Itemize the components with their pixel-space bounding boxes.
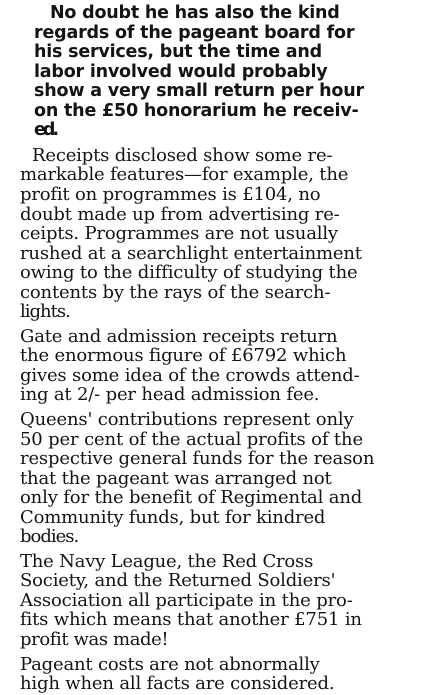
text-line: Association all participate in the pro- xyxy=(20,589,353,611)
text-line: rushed at a searchlight entertainment xyxy=(20,242,362,264)
text-line: ing at 2/- per head admission fee. xyxy=(20,384,320,406)
text-line: contents by the rays of the search- xyxy=(20,281,331,303)
text-line: show a very small return per hour xyxy=(34,81,364,102)
text-line: that the pageant was arranged not xyxy=(20,467,332,489)
text-line: profit on programmes is £104, no xyxy=(20,183,321,205)
text-line: only for the benefit of Regimental and xyxy=(20,487,363,509)
text-line: Community funds, but for kindred xyxy=(20,506,326,528)
text-line: doubt made up from advertising re- xyxy=(20,203,340,225)
text-line: profit was made! xyxy=(20,628,169,650)
text-line: ceipts. Programmes are not usually xyxy=(20,223,338,244)
text-line: Queens' contributions represent only xyxy=(20,408,354,430)
text-line: the enormous figure of £6792 which xyxy=(20,345,347,367)
text-line: markable features—for example, the xyxy=(20,164,349,186)
text-line: Receipts disclosed show some re- xyxy=(32,144,333,166)
text-line: on the £50 honorarium he receiv- xyxy=(34,100,359,121)
text-line: Society, and the Returned Soldiers' xyxy=(20,570,336,592)
text-line: Pageant costs are not abnormally xyxy=(20,653,320,675)
text-line: high when all facts are considered. xyxy=(20,673,335,694)
text-line: 50 per cent of the actual profits of the xyxy=(20,428,363,450)
text-line: owing to the difficulty of studying the xyxy=(20,262,358,284)
text-line: fits which means that another £751 in xyxy=(20,609,362,631)
text-line: lights. xyxy=(20,301,70,323)
text-line: respective general funds for the reason xyxy=(20,448,375,469)
text-line: Gate and admission receipts return xyxy=(20,325,338,347)
text-line: ed. xyxy=(34,120,57,141)
text-line: The Navy League, the Red Cross xyxy=(20,550,314,572)
text-line: No doubt he has also the kind xyxy=(50,3,340,23)
text-line: gives some idea of the crowds attend- xyxy=(20,364,360,386)
text-line: labor involved would probably xyxy=(34,61,328,82)
text-line: his services, but the time and xyxy=(34,42,322,63)
text-line: regards of the pageant board for xyxy=(34,22,355,43)
text-line: bodies. xyxy=(20,526,79,548)
